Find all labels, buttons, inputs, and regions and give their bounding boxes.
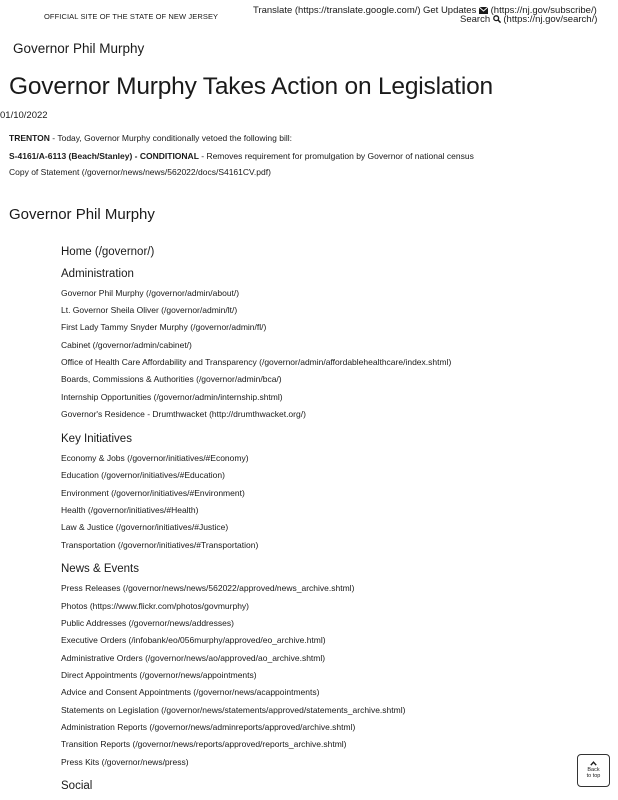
bill-description: - Removes requirement for promulgation by Governor of national census xyxy=(198,151,474,161)
official-site-banner: OFFICIAL SITE OF THE STATE OF NEW JERSEY xyxy=(44,12,219,21)
nav-link[interactable]: Law & Justice (/governor/initiatives/#Justice) xyxy=(61,522,229,532)
back-to-top-line1: Back xyxy=(587,767,600,773)
back-to-top-button[interactable] xyxy=(577,754,610,787)
back-to-top-line2: to top xyxy=(586,773,601,779)
nav-link[interactable]: Advice and Consent Appointments (/governor/news/acappointments) xyxy=(61,687,320,697)
search-label: Search xyxy=(460,14,491,25)
article-date: 01/10/2022 xyxy=(0,110,48,121)
nav-link[interactable]: Press Releases (/governor/news/news/562022/approved/news_archive.shtml) xyxy=(61,583,355,593)
translate-link[interactable]: Translate (https://translate.google.com/) xyxy=(253,5,421,16)
nav-link[interactable]: Administration Reports (/governor/news/adminreports/approved/archive.shtml) xyxy=(61,722,356,732)
intro-text: - Today, Governor Murphy conditionally vetoed the following bill: xyxy=(49,133,293,143)
chevron-up-icon xyxy=(590,761,597,766)
envelope-icon xyxy=(479,7,488,14)
dateline: TRENTON xyxy=(9,133,50,143)
nav-link[interactable]: First Lady Tammy Snyder Murphy (/governor/admin/fl/) xyxy=(61,322,267,332)
nav-link[interactable]: Statements on Legislation (/governor/news/statements/approved/statements_archive.shtml) xyxy=(61,705,406,715)
site-brand-link[interactable]: Governor Phil Murphy xyxy=(13,41,145,56)
nav-home-link[interactable]: Home (/governor/) xyxy=(61,246,155,258)
nav-link[interactable]: Executive Orders (/infobank/eo/056murphy/approved/eo_archive.html) xyxy=(61,635,326,645)
nav-link[interactable]: Economy & Jobs (/governor/initiatives/#Economy) xyxy=(61,453,249,463)
footer-title: Governor Phil Murphy xyxy=(9,206,155,223)
nav-link[interactable]: Boards, Commissions & Authorities (/governor/admin/bca/) xyxy=(61,374,282,384)
search-icon xyxy=(493,15,501,23)
statement-link[interactable]: Copy of Statement (/governor/news/news/562022/docs/S4161CV.pdf) xyxy=(9,167,271,177)
bill-entry xyxy=(9,151,474,161)
nav-link[interactable]: Lt. Governor Sheila Oliver (/governor/admin/lt/) xyxy=(61,305,238,315)
get-updates-label: Get Updates xyxy=(423,5,477,16)
section-heading-news-events[interactable]: News & Events xyxy=(61,563,139,575)
page-title: Governor Murphy Takes Action on Legislation xyxy=(9,73,493,100)
nav-link[interactable]: Governor's Residence - Drumthwacket (http://drumthwacket.org/) xyxy=(61,409,306,419)
nav-link[interactable]: Photos (https://www.flickr.com/photos/govmurphy) xyxy=(61,601,250,611)
get-updates-url: (https://nj.gov/subscribe/) xyxy=(490,5,597,16)
section-heading-administration[interactable]: Administration xyxy=(61,268,134,280)
nav-link[interactable]: Internship Opportunities (/governor/admin/internship.shtml) xyxy=(61,392,283,402)
nav-link[interactable]: Transportation (/governor/initiatives/#Transportation) xyxy=(61,540,259,550)
section-heading-key-initiatives[interactable]: Key Initiatives xyxy=(61,433,132,445)
nav-link[interactable]: Cabinet (/governor/admin/cabinet/) xyxy=(61,340,192,350)
nav-link[interactable]: Press Kits (/governor/news/press) xyxy=(61,757,189,767)
nav-link[interactable]: Governor Phil Murphy (/governor/admin/about/) xyxy=(61,288,240,298)
nav-link[interactable]: Administrative Orders (/governor/news/ao/approved/ao_archive.shtml) xyxy=(61,653,326,663)
nav-link[interactable]: Education (/governor/initiatives/#Education) xyxy=(61,470,225,480)
nav-link[interactable]: Direct Appointments (/governor/news/appointments) xyxy=(61,670,257,680)
nav-link[interactable]: Office of Health Care Affordability and Transparency (/governor/admin/affordablehealthcare/index.shtml) xyxy=(61,357,452,367)
nav-link[interactable]: Public Addresses (/governor/news/addresses) xyxy=(61,618,234,628)
nav-link[interactable]: Health (/governor/initiatives/#Health) xyxy=(61,505,199,515)
nav-link[interactable]: Transition Reports (/governor/news/reports/approved/reports_archive.shtml) xyxy=(61,739,347,749)
section-heading-social[interactable]: Social xyxy=(61,780,93,792)
search-link[interactable] xyxy=(460,14,597,25)
article-intro xyxy=(9,133,292,143)
search-url: (https://nj.gov/search/) xyxy=(503,14,598,25)
bill-id: S-4161/A-6113 (Beach/Stanley) - CONDITIONAL xyxy=(9,151,199,161)
nav-link[interactable]: Environment (/governor/initiatives/#Environment) xyxy=(61,488,245,498)
